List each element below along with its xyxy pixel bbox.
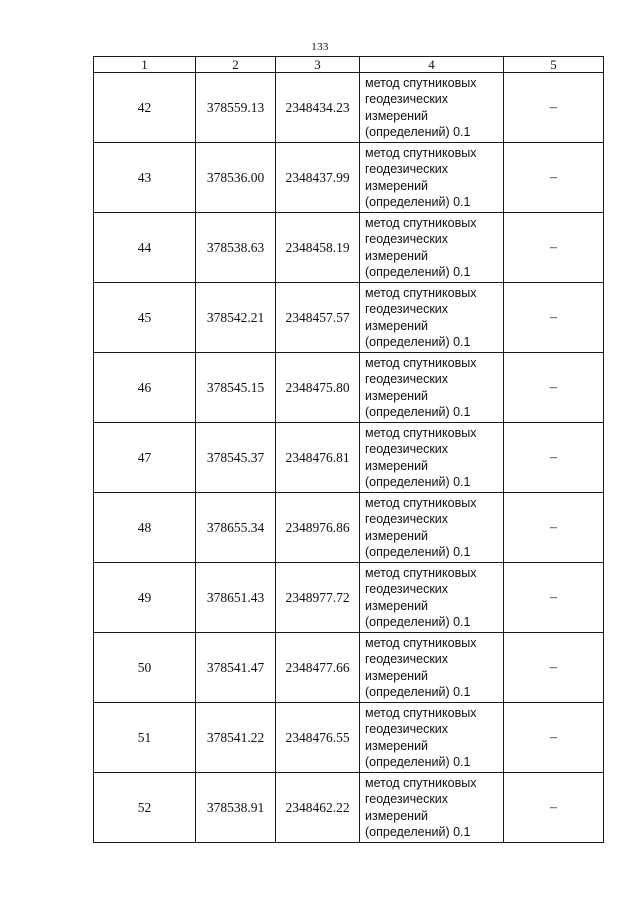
coordinate-x: 378545.37 — [196, 423, 276, 493]
table-row — [94, 283, 604, 353]
coordinate-x: 378655.34 — [196, 493, 276, 563]
coordinate-y: 2348462.22 — [276, 773, 360, 843]
table-row — [94, 353, 604, 423]
coordinate-y: 2348458.19 — [276, 213, 360, 283]
table-row — [94, 213, 604, 283]
table-row — [94, 563, 604, 633]
note-cell: – — [504, 73, 604, 143]
determination-method: метод спутниковых геодезических измерений (определений) 0.1 — [360, 353, 504, 423]
coordinate-y: 2348476.55 — [276, 703, 360, 773]
table-row — [94, 773, 604, 843]
coordinate-x: 378559.13 — [196, 73, 276, 143]
point-number: 48 — [94, 493, 196, 563]
coordinate-y: 2348977.72 — [276, 563, 360, 633]
point-number: 52 — [94, 773, 196, 843]
column-header-4: 4 — [360, 57, 504, 73]
point-number: 43 — [94, 143, 196, 213]
determination-method: метод спутниковых геодезических измерений (определений) 0.1 — [360, 633, 504, 703]
determination-method: метод спутниковых геодезических измерений (определений) 0.1 — [360, 73, 504, 143]
coordinates-table — [93, 56, 604, 843]
column-header-2: 2 — [196, 57, 276, 73]
coordinate-y: 2348475.80 — [276, 353, 360, 423]
coordinate-y: 2348457.57 — [276, 283, 360, 353]
coordinate-y: 2348476.81 — [276, 423, 360, 493]
table-header-row — [94, 57, 604, 73]
determination-method: метод спутниковых геодезических измерений (определений) 0.1 — [360, 213, 504, 283]
point-number: 45 — [94, 283, 196, 353]
determination-method: метод спутниковых геодезических измерений (определений) 0.1 — [360, 563, 504, 633]
coordinate-x: 378651.43 — [196, 563, 276, 633]
note-cell: – — [504, 353, 604, 423]
column-header-3: 3 — [276, 57, 360, 73]
determination-method: метод спутниковых геодезических измерений (определений) 0.1 — [360, 493, 504, 563]
coordinate-x: 378542.21 — [196, 283, 276, 353]
coordinate-x: 378541.47 — [196, 633, 276, 703]
table-row — [94, 493, 604, 563]
determination-method: метод спутниковых геодезических измерений (определений) 0.1 — [360, 283, 504, 353]
point-number: 47 — [94, 423, 196, 493]
coordinate-y: 2348434.23 — [276, 73, 360, 143]
table-row — [94, 73, 604, 143]
coordinate-x: 378536.00 — [196, 143, 276, 213]
determination-method: метод спутниковых геодезических измерений (определений) 0.1 — [360, 143, 504, 213]
table-row — [94, 143, 604, 213]
point-number: 49 — [94, 563, 196, 633]
note-cell: – — [504, 563, 604, 633]
note-cell: – — [504, 143, 604, 213]
table-row — [94, 633, 604, 703]
point-number: 46 — [94, 353, 196, 423]
table-row — [94, 703, 604, 773]
note-cell: – — [504, 633, 604, 703]
coordinate-y: 2348976.86 — [276, 493, 360, 563]
coordinate-x: 378541.22 — [196, 703, 276, 773]
note-cell: – — [504, 773, 604, 843]
determination-method: метод спутниковых геодезических измерений (определений) 0.1 — [360, 703, 504, 773]
coordinate-x: 378538.91 — [196, 773, 276, 843]
page-number: 133 — [311, 41, 329, 53]
coordinate-y: 2348437.99 — [276, 143, 360, 213]
table-row — [94, 423, 604, 493]
column-header-1: 1 — [94, 57, 196, 73]
determination-method: метод спутниковых геодезических измерений (определений) 0.1 — [360, 423, 504, 493]
column-header-5: 5 — [504, 57, 604, 73]
point-number: 50 — [94, 633, 196, 703]
determination-method: метод спутниковых геодезических измерений (определений) 0.1 — [360, 773, 504, 843]
point-number: 51 — [94, 703, 196, 773]
note-cell: – — [504, 213, 604, 283]
point-number: 44 — [94, 213, 196, 283]
coordinate-x: 378538.63 — [196, 213, 276, 283]
point-number: 42 — [94, 73, 196, 143]
coordinate-x: 378545.15 — [196, 353, 276, 423]
coordinate-y: 2348477.66 — [276, 633, 360, 703]
note-cell: – — [504, 493, 604, 563]
note-cell: – — [504, 703, 604, 773]
note-cell: – — [504, 423, 604, 493]
note-cell: – — [504, 283, 604, 353]
